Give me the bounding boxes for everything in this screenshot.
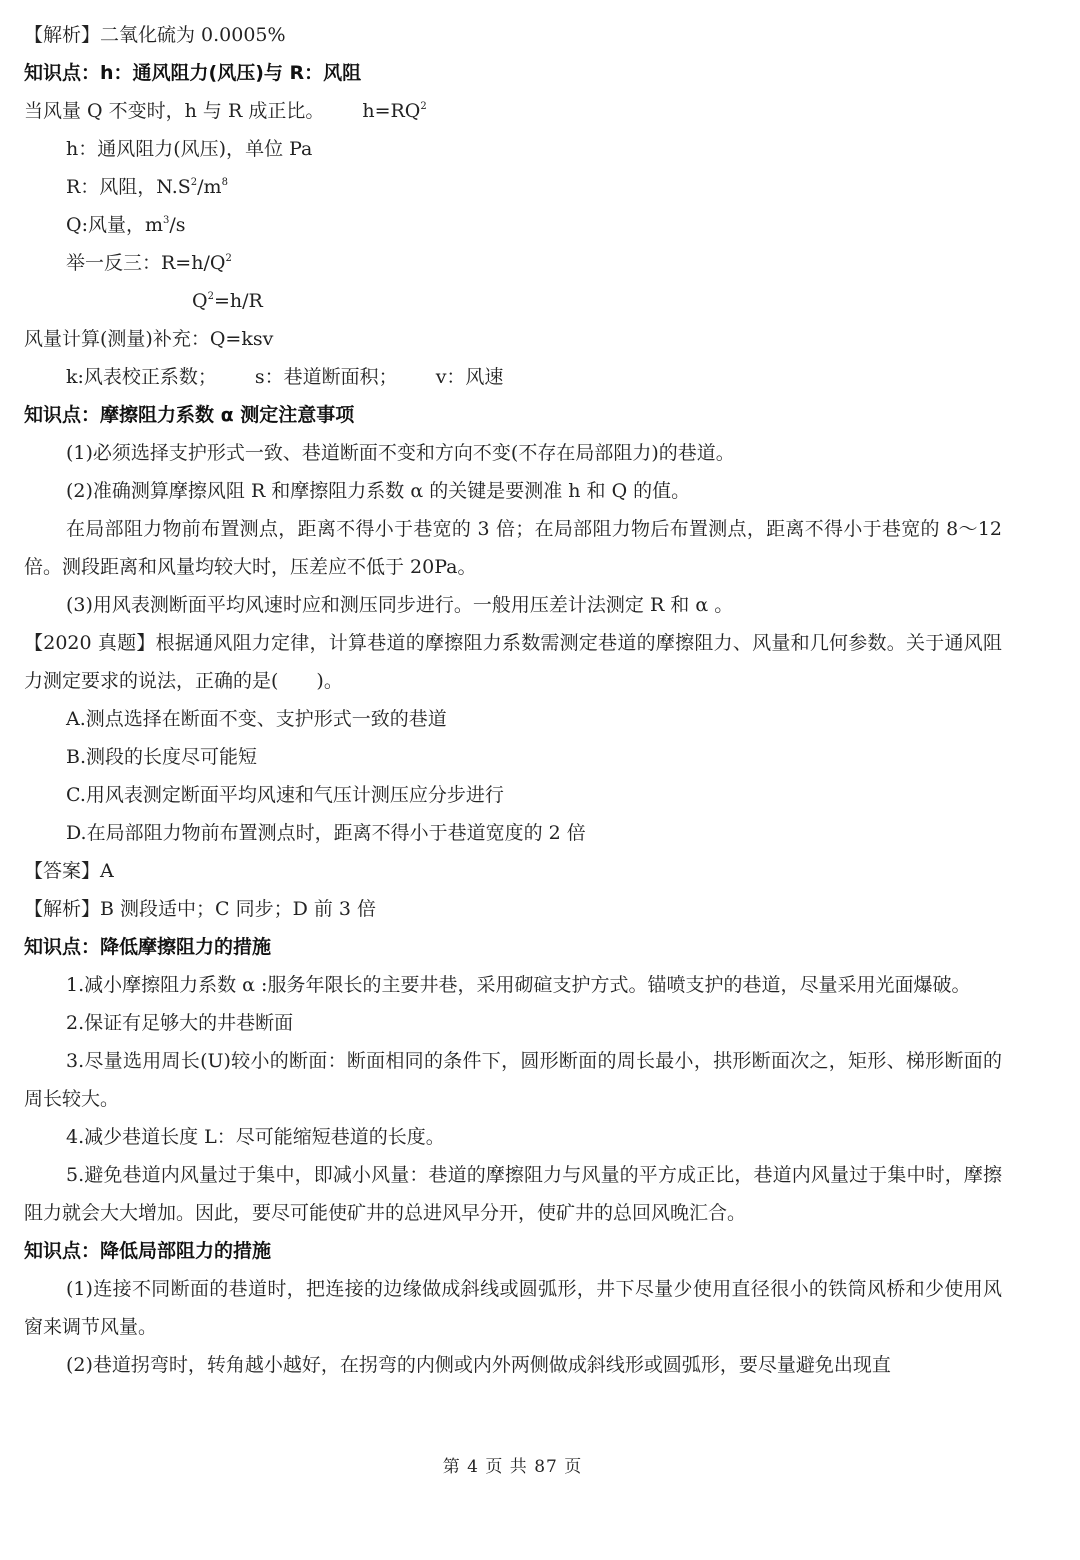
knowledge-heading: 知识点：降低摩擦阻力的措施 [24,936,272,958]
superscript: 8 [221,177,228,188]
analysis-line: 【解析】二氧化硫为 0.0005% [24,24,286,46]
text: /m [197,176,222,198]
paragraph: (2)准确测算摩擦风阻 R 和摩擦阻力系数 α 的关键是要测准 h 和 Q 的值。 [66,480,691,502]
formula-line [24,244,1024,282]
page-footer: 第 4 页 共 87 页 [442,1457,583,1477]
analysis: 【解析】B 测段适中；C 同步；D 前 3 倍 [24,898,377,920]
text: =h/R [213,290,263,312]
text: 举一反三：R=h/Q [66,252,226,274]
text: v：风速 [435,366,504,388]
paragraph: 在局部阻力物前布置测点，距离不得小于巷宽的 3 倍；在局部阻力物后布置测点，距离不得小于巷宽的 8～12 倍。测段距离和风量均较大时，压差应不低于 20Pa。 [24,518,1002,578]
option-d: D.在局部阻力物前布置测点时，距离不得小于巷道宽度的 2 倍 [66,822,586,844]
superscript: 2 [225,253,232,264]
measure-item: 1.减小摩擦阻力系数 α :服务年限长的主要井巷，采用砌碹支护方式。锚喷支护的巷道，尽量采用光面爆破。 [66,974,971,996]
question: 【2020 真题】根据通风阻力定律，计算巷道的摩擦阻力系数需测定巷道的摩擦阻力、风量和几何参数。关于通风阻力测定要求的说法，正确的是( )。 [24,632,1002,692]
paragraph: (1)必须选择支护形式一致、巷道断面不变和方向不变(不存在局部阻力)的巷道。 [66,442,735,464]
measure-item: (2)巷道拐弯时，转角越小越好，在拐弯的内侧或内外两侧做成斜线形或圆弧形，要尽量避免出现直 [66,1354,891,1376]
option-a: A.测点选择在断面不变、支护形式一致的巷道 [66,708,447,730]
text: Q:风量，m [66,214,163,236]
text: Q [192,290,208,312]
option-c: C.用风表测定断面平均风速和气压计测压应分步进行 [66,784,504,806]
answer: 【答案】A [24,860,114,882]
document-page [24,16,1024,1384]
formula-line: 风量计算(测量)补充：Q=ksv [24,328,274,350]
formula-line [24,282,1024,320]
text: R：风阻，N.S [66,176,191,198]
text: 当风量 Q 不变时，h 与 R 成正比。 [24,100,325,122]
paragraph: (3)用风表测断面平均风速时应和测压同步进行。一般用压差计法测定 R 和 α 。 [66,594,734,616]
measure-item: (1)连接不同断面的巷道时，把连接的边缘做成斜线或圆弧形，井下尽量少使用直径很小的铁筒风桥和少使用风窗来调节风量。 [24,1278,1002,1338]
definition-line [24,358,1024,396]
text: k:风表校正系数； [66,366,217,388]
superscript: 2 [420,101,427,112]
definition-line [24,206,1024,244]
definition-line [24,168,1024,206]
formula-line [24,92,1024,130]
superscript: 2 [207,291,214,302]
superscript: 3 [163,215,170,226]
text: /s [169,214,186,236]
knowledge-heading: 知识点：摩擦阻力系数 α 测定注意事项 [24,404,355,426]
measure-item: 4.减少巷道长度 L：尽可能缩短巷道的长度。 [66,1126,445,1148]
measure-item: 2.保证有足够大的井巷断面 [66,1012,294,1034]
definition-line: h：通风阻力(风压)，单位 Pa [66,138,313,160]
formula: h=RQ [362,100,421,122]
knowledge-heading: 知识点：h：通风阻力(风压)与 R：风阻 [24,62,362,84]
option-b: B.测段的长度尽可能短 [66,746,258,768]
text: s：巷道断面积； [254,366,398,388]
measure-item: 3.尽量选用周长(U)较小的断面：断面相同的条件下，圆形断面的周长最小，拱形断面次之，矩形、梯形断面的周长较大。 [24,1050,1002,1110]
measure-item: 5.避免巷道内风量过于集中，即减小风量：巷道的摩擦阻力与风量的平方成正比，巷道内风量过于集中时，摩擦阻力就会大大增加。因此，要尽可能使矿井的总进风早分开，使矿井的总回风晚汇合。 [24,1164,1002,1224]
knowledge-heading: 知识点：降低局部阻力的措施 [24,1240,272,1262]
superscript: 2 [190,177,198,188]
